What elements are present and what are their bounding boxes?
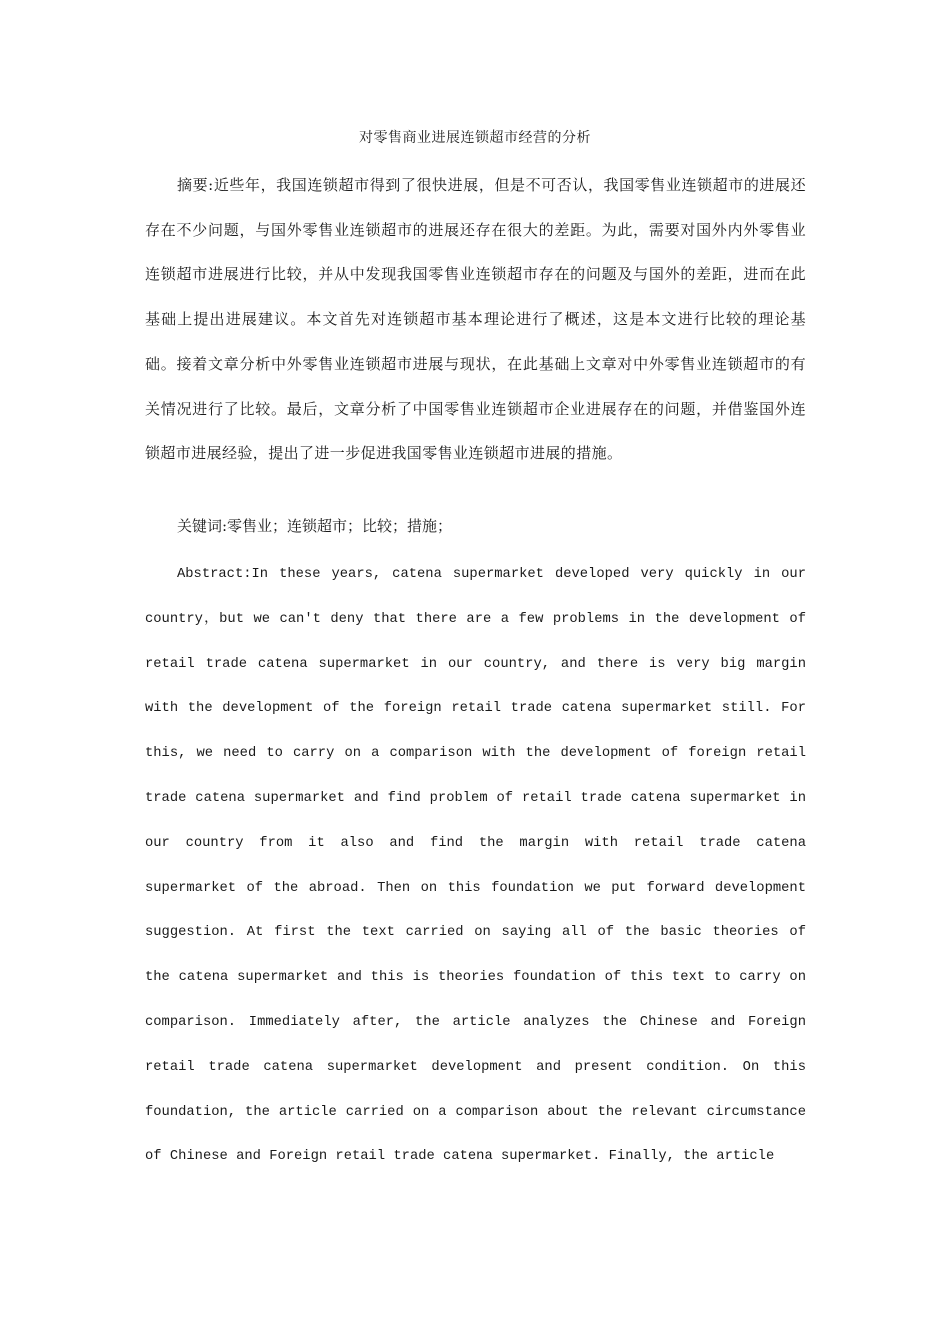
keywords-line: 关键词:零售业；连锁超市；比较；措施； bbox=[177, 517, 453, 535]
document-title: 对零售商业进展连锁超市经营的分析 bbox=[359, 130, 591, 146]
abstract-chinese: 摘要:近些年，我国连锁超市得到了很快进展，但是不可否认，我国零售业连锁超市的进展还存在不少问题，与国外零售业连锁超市的进展还存在很大的差距。为此，需要对国外内外零售业连锁超市进展进行比较，并从中发现我国零售业连锁超市存在的问题及与国外的差距，进而在此基础上提出进展建议。本文首先对连锁超市基本理论进行了概述，这是本文进行比较的理论基础。接着文章分析中外零售业连锁超市进展与现状，在此基础上文章对中外零售业连锁超市的有关情况进行了比较。最后，文章分析了中国零售业连锁超市企业进展存在的问题，并借鉴国外连锁超市进展经验，提出了进一步促进我国零售业连锁超市进展的措施。 bbox=[145, 176, 806, 463]
abstract-english: Abstract:In these years, catena supermarket developed very quickly in our country，but we can't deny that there are a few problems in the development of retail trade catena supermarket in our country, and there is very big margin with the development of the foreign retail trade catena supermarket still. For this, we need to carry on a comparison with the development of foreign retail trade catena supermarket and find problem of retail trade catena supermarket in our country from it also and find the margin with retail trade catena supermarket of the abroad. Then on this foundation we put forward development suggestion. At first the text carried on saying all of the basic theories of the catena supermarket and this is theories foundation of this text to carry on comparison. Immediately after, the article analyzes the Chinese and Foreign retail trade catena supermarket development and present condition. On this foundation, the article carried on a comparison about the relevant circumstance of Chinese and Foreign retail trade catena supermarket. Finally, the article bbox=[145, 567, 806, 1165]
